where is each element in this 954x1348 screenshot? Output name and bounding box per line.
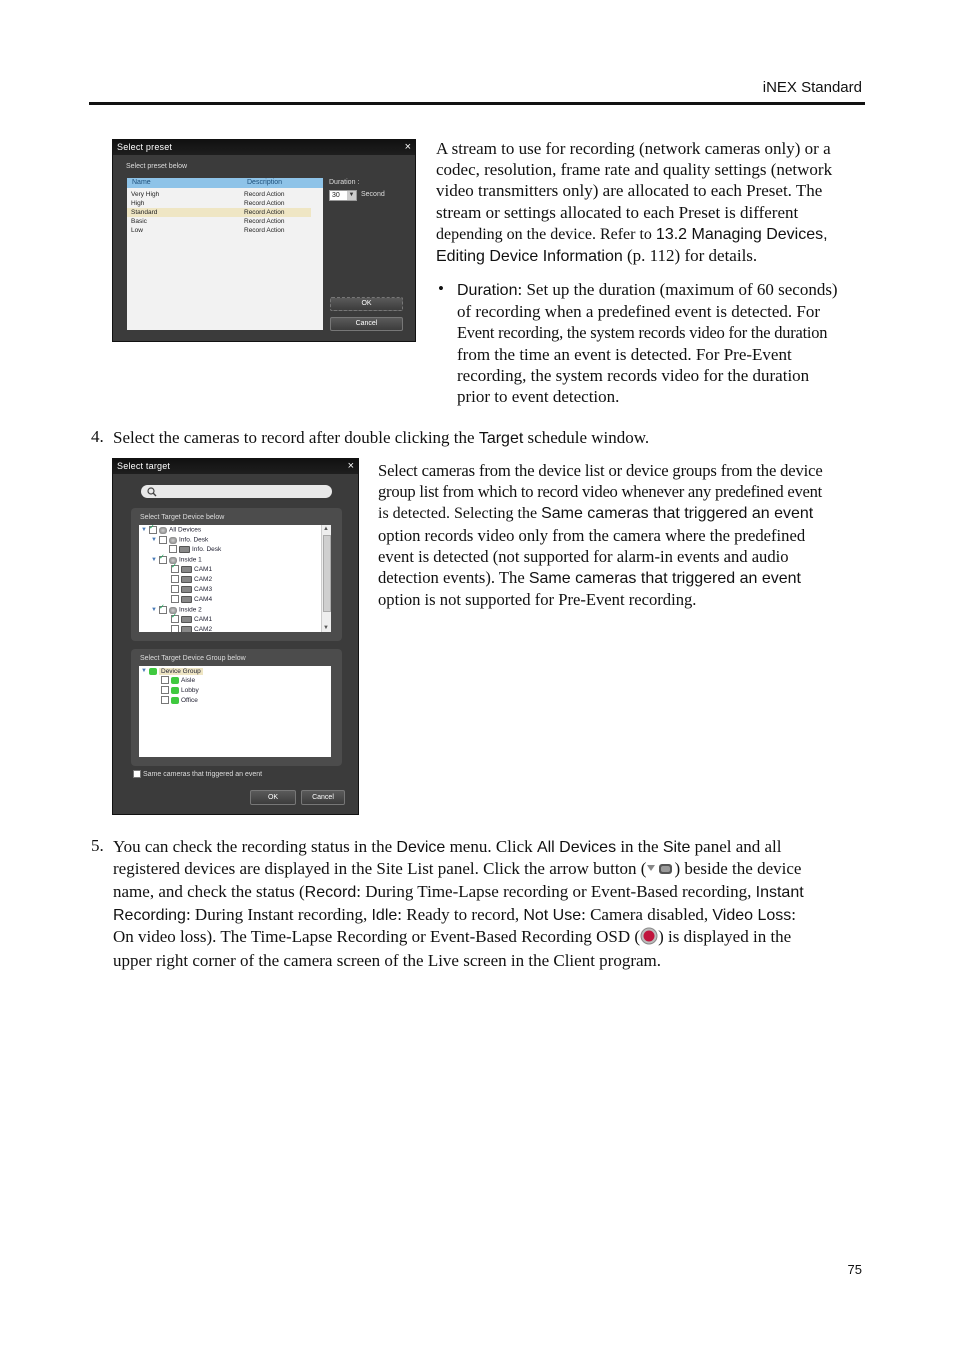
select-preset-dialog [112, 139, 416, 342]
ok-button[interactable]: OK [250, 790, 296, 805]
camera-icon [179, 546, 190, 553]
term-same-cameras: Same cameras that triggered an event [528, 570, 801, 588]
group-icon [171, 697, 179, 704]
preset-row[interactable] [127, 190, 311, 199]
text-span: You can check the recording status in the [113, 837, 397, 856]
header-rule [89, 102, 865, 105]
text-line [113, 926, 869, 950]
tree-label: Office [181, 697, 198, 704]
search-icon [147, 487, 157, 497]
preset-name: Basic [131, 218, 147, 225]
text-line: of recording when a predefined event is detected. For [457, 302, 820, 322]
tree-label: Lobby [181, 687, 199, 694]
device-icon [159, 527, 167, 534]
camera-icon [181, 626, 192, 632]
tree-label: CAM1 [194, 616, 213, 623]
page-number: 75 [847, 1262, 862, 1277]
device-tree[interactable] [139, 525, 331, 632]
camera-icon [181, 566, 192, 573]
term-all-devices: All Devices [536, 839, 617, 856]
cross-reference-link[interactable]: 13.2 Managing Devices, [655, 225, 828, 243]
duration-value: 30 [332, 192, 340, 199]
term-not-use: Not Use [523, 906, 582, 924]
preset-name: High [131, 200, 145, 207]
preset-description: Record Action [244, 218, 285, 225]
preset-list-header [127, 178, 323, 188]
close-icon[interactable]: × [404, 141, 411, 153]
checkbox[interactable] [171, 615, 179, 623]
checkbox[interactable] [161, 696, 169, 704]
tree-row[interactable] [171, 595, 212, 605]
tree-label: CAM4 [194, 596, 213, 603]
duration-unit: Second [361, 191, 385, 198]
document-header-title: iNEX Standard [762, 79, 862, 96]
text-span: is detected. Selecting the [378, 505, 542, 523]
text-line [113, 858, 869, 881]
column-description-header[interactable]: Description [247, 179, 283, 186]
camera-icon [181, 616, 192, 623]
camera-icon [181, 596, 192, 603]
scroll-down-icon[interactable]: ▼ [323, 625, 329, 631]
term-record: Record [304, 884, 357, 902]
select-target-title: Select target [113, 459, 358, 474]
tree-row[interactable] [169, 545, 221, 555]
step-5-number: 5. [91, 836, 104, 855]
tree-row-all-devices[interactable] [141, 525, 201, 535]
checkbox[interactable] [133, 770, 141, 778]
select-preset-title: Select preset [113, 140, 415, 155]
tree-row[interactable] [171, 565, 212, 575]
cancel-button[interactable]: Cancel [301, 790, 345, 805]
tree-label: Info. Desk [192, 546, 222, 553]
checkbox[interactable] [159, 536, 167, 544]
step-4-number: 4. [91, 427, 104, 446]
tree-row[interactable] [151, 535, 208, 545]
preset-name: Very High [131, 191, 160, 198]
duration-label: Duration : [329, 179, 360, 186]
scroll-thumb[interactable] [323, 535, 331, 612]
text-line [436, 245, 866, 267]
text-span: registered devices are displayed in the Site List panel. Click the arrow button ( [113, 859, 647, 879]
text-line: event is detected (not supported for alarm-in events and audio [378, 546, 789, 566]
text-span: : During Time-Lapse recording or Event-Based recording, [356, 882, 756, 902]
column-name-header[interactable]: Name [132, 179, 151, 186]
step-4-text [113, 427, 873, 449]
target-description-paragraph [378, 460, 868, 610]
duration-select[interactable] [329, 190, 357, 201]
group-tree[interactable] [139, 666, 331, 757]
tree-row[interactable] [171, 575, 212, 585]
term-same-cameras: Same cameras that triggered an event [541, 505, 814, 523]
text-span: schedule window. [523, 428, 650, 447]
text-span: : Camera disabled, [581, 904, 713, 924]
checkbox[interactable] [171, 575, 179, 583]
text-line: A stream to use for recording (network cameras only) or a [436, 139, 831, 158]
group-section-label: Select Target Device Group below [140, 655, 246, 662]
term-device: Device [396, 839, 446, 856]
tree-label: Inside 2 [179, 606, 202, 614]
chevron-down-icon[interactable]: ▼ [151, 607, 157, 613]
text-span: : Set up the duration (maximum of 60 seconds) [517, 280, 838, 299]
text-span: depending on the device. Refer to [436, 225, 656, 243]
text-span: : During Instant recording, [185, 904, 372, 924]
checkbox[interactable] [149, 526, 157, 534]
preset-row[interactable] [127, 226, 311, 235]
preset-description: Record Action [244, 209, 285, 216]
search-input[interactable] [141, 485, 332, 498]
tree-label: CAM3 [194, 586, 213, 593]
step-5-text [113, 836, 869, 971]
text-line [378, 502, 868, 524]
checkbox[interactable] [169, 545, 177, 553]
tree-label: Info. Desk [179, 536, 209, 544]
camera-icon [181, 586, 192, 593]
close-icon[interactable]: × [347, 460, 354, 472]
preset-description-paragraph [436, 138, 866, 267]
term-idle: Idle [371, 906, 398, 924]
text-line: option is not supported for Pre-Event recording. [378, 590, 697, 610]
tree-label: Inside 1 [179, 556, 202, 564]
text-line: stream or settings allocated to each Preset is different [436, 202, 799, 222]
term-duration: Duration [457, 282, 518, 299]
device-section-label: Select Target Device below [140, 514, 225, 521]
group-icon [171, 687, 179, 694]
ok-button[interactable]: OK [330, 297, 403, 311]
camera-icon [181, 576, 192, 583]
text-span: : Ready to record, [397, 904, 524, 924]
checkbox[interactable] [161, 686, 169, 694]
tree-label: CAM2 [194, 626, 213, 632]
cross-reference-link[interactable]: Editing Device Information [436, 248, 623, 266]
tree-label: Aisle [181, 677, 196, 684]
tree-row[interactable] [171, 585, 212, 595]
term-site: Site [662, 839, 691, 856]
tree-row[interactable] [171, 625, 212, 632]
tree-row-device-group[interactable] [141, 666, 203, 676]
preset-row-selected[interactable] [127, 208, 311, 217]
text-line [113, 836, 869, 858]
preset-row[interactable] [127, 217, 311, 226]
chevron-down-icon[interactable]: ▼ [151, 557, 157, 563]
chevron-down-icon[interactable]: ▼ [141, 668, 147, 674]
preset-row[interactable] [127, 199, 311, 208]
duration-bullet [457, 279, 867, 407]
text-line [457, 279, 867, 301]
checkbox[interactable] [159, 556, 167, 564]
cancel-button[interactable]: Cancel [330, 317, 403, 331]
chevron-down-icon[interactable]: ▼ [348, 192, 355, 198]
text-line: recording, the system records video for the duration [457, 365, 810, 385]
tree-row[interactable] [161, 686, 199, 696]
text-span: : [791, 904, 796, 924]
text-span: menu. Click [445, 837, 537, 856]
text-span: Select the cameras to record after double clicking the [113, 428, 479, 447]
text-line [436, 223, 866, 245]
term-instant: Instant [755, 884, 804, 902]
tree-label: Device Group [161, 667, 201, 675]
tree-label: All Devices [169, 526, 202, 534]
text-span: detection events). The [378, 568, 529, 588]
text-span: in the [616, 837, 663, 856]
target-device-panel [131, 508, 342, 641]
tree-row[interactable] [161, 696, 198, 706]
same-cameras-option[interactable] [133, 770, 262, 778]
text-span: (p. 112) for details. [622, 246, 758, 266]
chevron-down-icon[interactable]: ▼ [141, 527, 147, 533]
checkbox[interactable] [159, 606, 167, 614]
chevron-down-icon [646, 861, 674, 876]
same-cameras-label: Same cameras that triggered an event [143, 770, 263, 778]
text-line: upper right corner of the camera screen of the Live screen in the Client program. [113, 951, 662, 971]
text-line: codec, resolution, frame rate and quality settings (network [436, 160, 833, 180]
text-line: option records video only from the camera where the predefined [378, 525, 806, 545]
text-span: On video loss). The Time-Lapse Recording or Event-Based Recording OSD ( [113, 926, 641, 946]
record-osd-icon [640, 927, 658, 950]
select-preset-prompt: Select preset below [126, 163, 188, 170]
text-line [378, 567, 868, 589]
chevron-down-icon[interactable]: ▼ [151, 537, 157, 543]
bullet-marker: • [438, 279, 444, 298]
group-icon [149, 668, 157, 675]
text-span: ) beside the device [674, 859, 802, 879]
term-target: Target [478, 430, 524, 447]
checkbox[interactable] [171, 565, 179, 573]
group-icon [171, 677, 179, 684]
preset-name: Standard [131, 209, 158, 216]
select-target-dialog [112, 458, 359, 815]
preset-description: Record Action [244, 227, 285, 234]
checkbox[interactable] [171, 625, 179, 632]
text-line: group list from which to record video whenever any predefined event [378, 482, 823, 502]
text-line: Event recording, the system records video for the duration [457, 323, 828, 343]
text-line: video transmitters only) are allocated to each Preset. The [436, 181, 823, 201]
text-span: name, and check the status ( [113, 882, 305, 902]
text-line: from the time an event is detected. For Pre-Event [457, 344, 792, 364]
device-icon [169, 537, 177, 544]
arrow-button-icon [646, 860, 674, 881]
text-span: ) is displayed in the [658, 926, 792, 946]
tree-label: CAM1 [194, 566, 213, 573]
preset-list[interactable] [127, 178, 323, 330]
checkbox[interactable] [171, 595, 179, 603]
scroll-up-icon[interactable]: ▲ [323, 526, 329, 532]
preset-description: Record Action [244, 200, 285, 207]
tree-label: CAM2 [194, 576, 213, 583]
tree-scrollbar[interactable] [321, 525, 331, 632]
checkbox[interactable] [161, 676, 169, 684]
text-line: prior to event detection. [457, 387, 620, 407]
text-span: panel and all [690, 837, 782, 856]
preset-description: Record Action [244, 191, 285, 198]
preset-name: Low [131, 227, 143, 234]
tree-row[interactable] [161, 676, 195, 686]
term-video-loss: Video Loss [712, 906, 792, 924]
term-recording: Recording [113, 906, 186, 924]
text-line: Select cameras from the device list or device groups from the device [378, 461, 823, 480]
text-line [113, 881, 869, 903]
target-group-panel [131, 649, 342, 766]
checkbox[interactable] [171, 585, 179, 593]
tree-row[interactable] [171, 615, 212, 625]
text-line [113, 904, 869, 926]
